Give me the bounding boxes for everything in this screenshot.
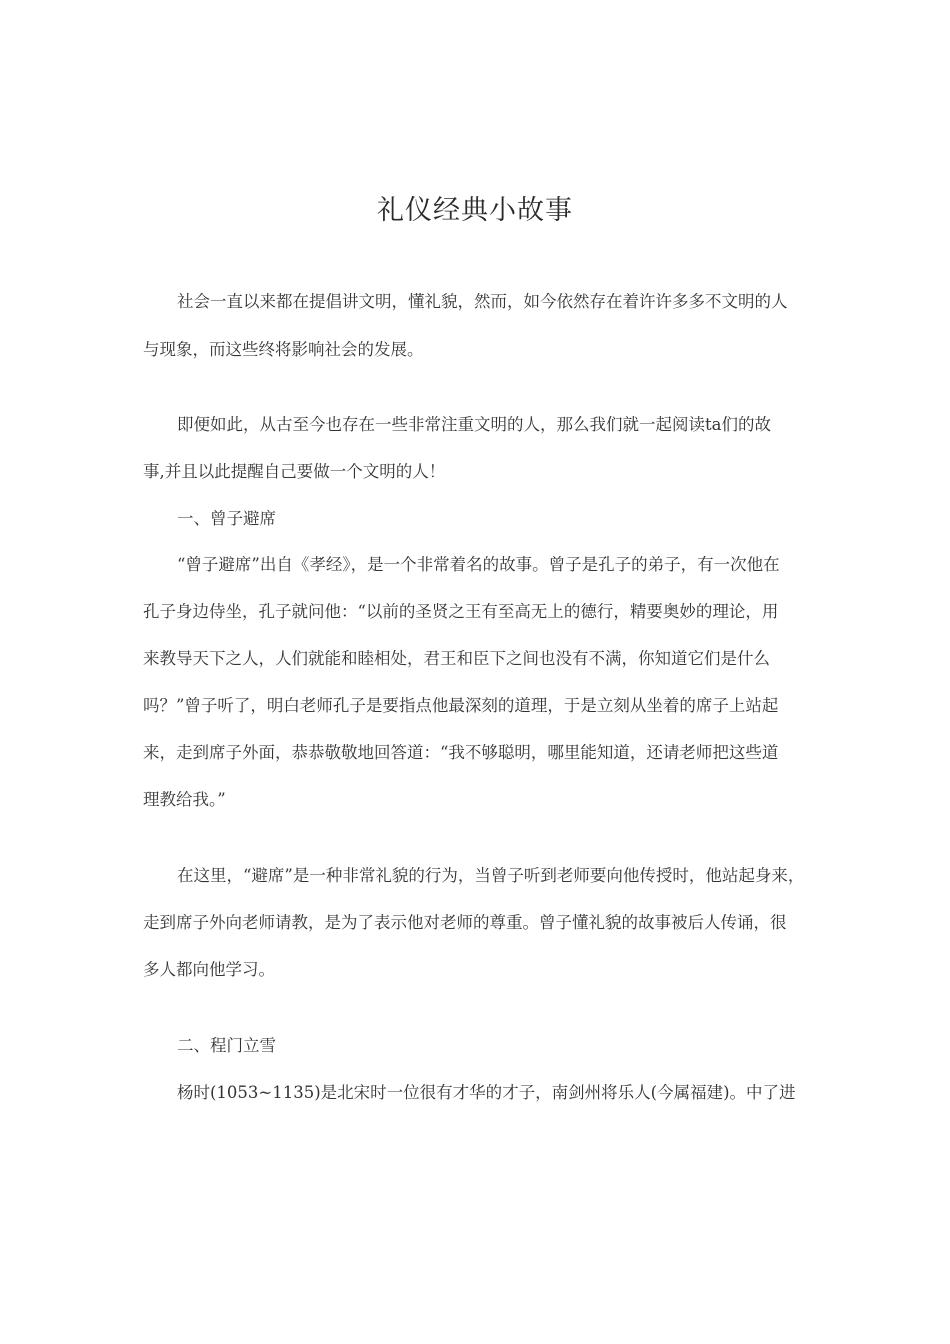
paragraph-line: 孔子身边侍坐，孔子就问他：“以前的圣贤之王有至高无上的德行，精要奥妙的理论，用 — [143, 602, 779, 621]
paragraph-line: 事,并且以此提醒自己要做一个文明的人！ — [143, 462, 446, 481]
paragraph-line: 理教给我。” — [143, 790, 226, 809]
section-heading: 一、曾子避席 — [177, 509, 276, 528]
paragraph-line: 社会一直以来都在提倡讲文明，懂礼貌，然而，如今依然存在着许许多多不文明的人 — [177, 292, 788, 311]
paragraph-line: 即便如此，从古至今也存在一些非常注重文明的人，那么我们就一起阅读ta们的故 — [177, 415, 771, 434]
paragraph-line: 多人都向他学习。 — [143, 960, 275, 979]
paragraph-line: 来教导天下之人，人们就能和睦相处，君王和臣下之间也没有不满，你知道它们是什么 — [143, 649, 770, 668]
section-heading: 二、程门立雪 — [177, 1036, 276, 1055]
paragraph-line: “曾子避席”出自《孝经》，是一个非常着名的故事。曾子是孔子的弟子，有一次他在 — [177, 555, 780, 574]
document-title: 礼仪经典小故事 — [377, 195, 573, 226]
paragraph-line: 来，走到席子外面，恭恭敬敬地回答道：“我不够聪明，哪里能知道，还请老师把这些道 — [143, 743, 779, 762]
paragraph-line: 吗？”曾子听了，明白老师孔子是要指点他最深刻的道理，于是立刻从坐着的席子上站起 — [143, 696, 779, 715]
paragraph-line: 走到席子外向老师请教，是为了表示他对老师的尊重。曾子懂礼貌的故事被后人传诵，很 — [143, 913, 787, 932]
paragraph-line: 在这里，“避席”是一种非常礼貌的行为，当曾子听到老师要向他传授时，他站起身来， — [177, 866, 805, 885]
paragraph-line: 杨时(1053~1135)是北宋时一位很有才华的才子，南剑州将乐人(今属福建)。中了进 — [177, 1083, 796, 1102]
paragraph-line: 与现象，而这些终将影响社会的发展。 — [143, 340, 424, 359]
